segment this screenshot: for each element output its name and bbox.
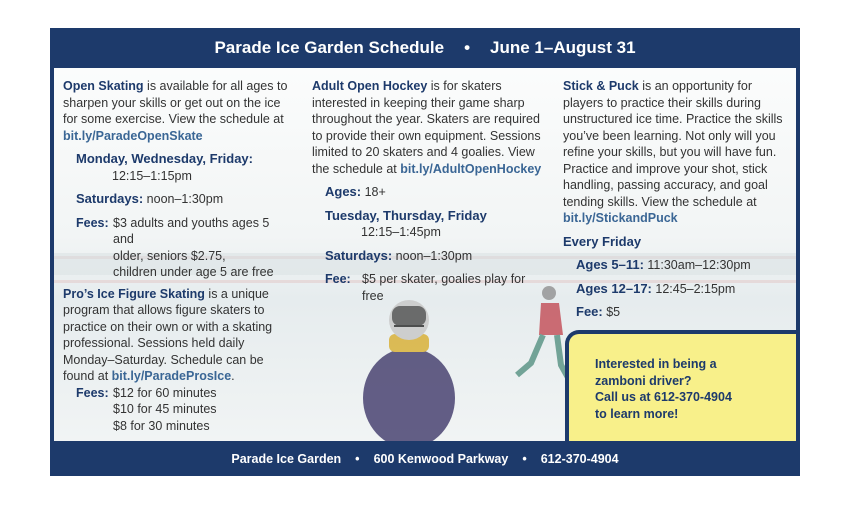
content-area: [54, 68, 796, 441]
open-skating-title: Open Skating: [63, 79, 144, 93]
adult-hockey-saturdays: [312, 248, 544, 265]
adult-hockey-link[interactable]: bit.ly/AdultOpenHockey: [400, 161, 542, 176]
schedule-title: Parade Ice Garden Schedule: [214, 38, 445, 57]
footer-separator: •: [522, 452, 527, 466]
fee-label: Fee:: [325, 272, 351, 286]
stick-puck-description: [563, 78, 791, 227]
column-stick-puck: [563, 78, 791, 321]
period: .: [231, 369, 235, 383]
ages-label: Ages:: [325, 184, 362, 199]
header-bar: [50, 28, 800, 68]
footer-separator: •: [355, 452, 360, 466]
footer-bar: [50, 442, 800, 476]
callout-line: zamboni driver?: [595, 373, 692, 388]
header-separator: •: [464, 38, 471, 57]
adult-hockey-days-time: 12:15–1:45pm: [361, 225, 441, 239]
fee-label: Fee:: [576, 304, 603, 319]
ages-time: 11:30am–12:30pm: [643, 258, 751, 272]
column-open-skating: [63, 78, 293, 434]
ages-value: 18+: [361, 185, 386, 199]
every-friday-heading: Every Friday: [563, 233, 642, 249]
saturdays-label: Saturdays:: [325, 247, 393, 263]
fee-line: older, seniors $2.75,: [113, 248, 226, 263]
stick-puck-fee: [563, 304, 791, 321]
zamboni-callout: [565, 330, 796, 441]
callout-line: Interested in being a: [595, 357, 717, 371]
footer-address: 600 Kenwood Parkway: [373, 452, 509, 466]
pros-figure-description: [63, 286, 293, 385]
adult-hockey-description: [312, 78, 544, 177]
column-adult-hockey: [312, 78, 544, 304]
pros-figure-title: Pro’s Ice Figure Skating: [63, 286, 205, 301]
open-skating-fees: [63, 215, 293, 281]
open-skating-intro: is available for all ages to sharpen your skills or get out on the ice for some exercise. View the schedule at: [63, 79, 288, 126]
fees-label: Fees:: [76, 385, 109, 400]
stick-puck-title: Stick & Puck: [563, 79, 639, 93]
open-skating-description: [63, 78, 293, 144]
flyer-frame: [50, 28, 800, 476]
pros-ice-link[interactable]: bit.ly/ParadeProsIce: [111, 369, 232, 383]
ages-5-11: [563, 257, 791, 274]
adult-hockey-title: Adult Open Hockey: [312, 79, 428, 93]
adult-hockey-ages: [312, 184, 544, 201]
fee-value: $5 per skater, goalies play for free: [362, 272, 526, 303]
schedule-dates: June 1–August 31: [490, 38, 636, 57]
fee-value: $5: [602, 305, 621, 319]
fee-line: $10 for 45 minutes: [113, 402, 217, 416]
skater-photo-image: [354, 290, 464, 441]
footer-venue-name: Parade Ice Garden: [231, 452, 342, 466]
pros-figure-fees: [63, 385, 293, 435]
fee-line: children under age 5 are free: [113, 265, 274, 279]
open-skating-days: Monday, Wednesday, Friday:: [76, 151, 253, 166]
adult-hockey-fee: [312, 271, 544, 304]
adult-hockey-intro: is for skaters interested in keeping their game sharp throughout the year. Skaters are required to provide their own equipment. Sessions limited to 20 skaters and 4 goalies. View the schedule at: [312, 79, 541, 176]
callout-phone-line: Call us at 612-370-4904: [595, 390, 732, 404]
stick-puck-intro: is an opportunity for players to practice their skills during unstructured ice time. Practice the skills you’ve been learning. Not only will you refine your skills, but you will have fun. Practice and improve your shot, stick handling, passing accuracy, and goal tending skills. View the schedule at: [563, 79, 783, 209]
ages-label: Ages 5–11:: [576, 257, 644, 272]
fees-label: Fees:: [76, 215, 109, 230]
saturdays-time: noon–1:30pm: [143, 192, 224, 206]
ages-label: Ages 12–17:: [576, 280, 652, 296]
ages-12-17: [563, 281, 791, 298]
adult-hockey-days: Tuesday, Thursday, Friday: [325, 207, 487, 223]
callout-line: to learn more!: [595, 406, 679, 421]
fee-line: $12 for 60 minutes: [113, 385, 217, 400]
pros-figure-intro: is a unique program that allows figure skaters to practice on their own or with a skating professional. Sessions held daily Monday–Saturday. Schedule can be found at: [63, 286, 273, 383]
footer-phone: 612-370-4904: [540, 452, 619, 466]
stick-puck-link[interactable]: bit.ly/StickandPuck: [563, 211, 678, 225]
open-skating-saturdays: [63, 191, 293, 208]
open-skate-link[interactable]: bit.ly/ParadeOpenSkate: [63, 128, 203, 143]
open-skating-days-time: 12:15–1:15pm: [112, 168, 192, 183]
ages-time: 12:45–2:15pm: [651, 281, 736, 296]
saturdays-label: Saturdays:: [76, 191, 144, 206]
fee-line: $3 adults and youths ages 5 and: [113, 215, 270, 246]
fee-line: $8 for 30 minutes: [113, 418, 210, 433]
saturdays-time: noon–1:30pm: [392, 248, 473, 263]
